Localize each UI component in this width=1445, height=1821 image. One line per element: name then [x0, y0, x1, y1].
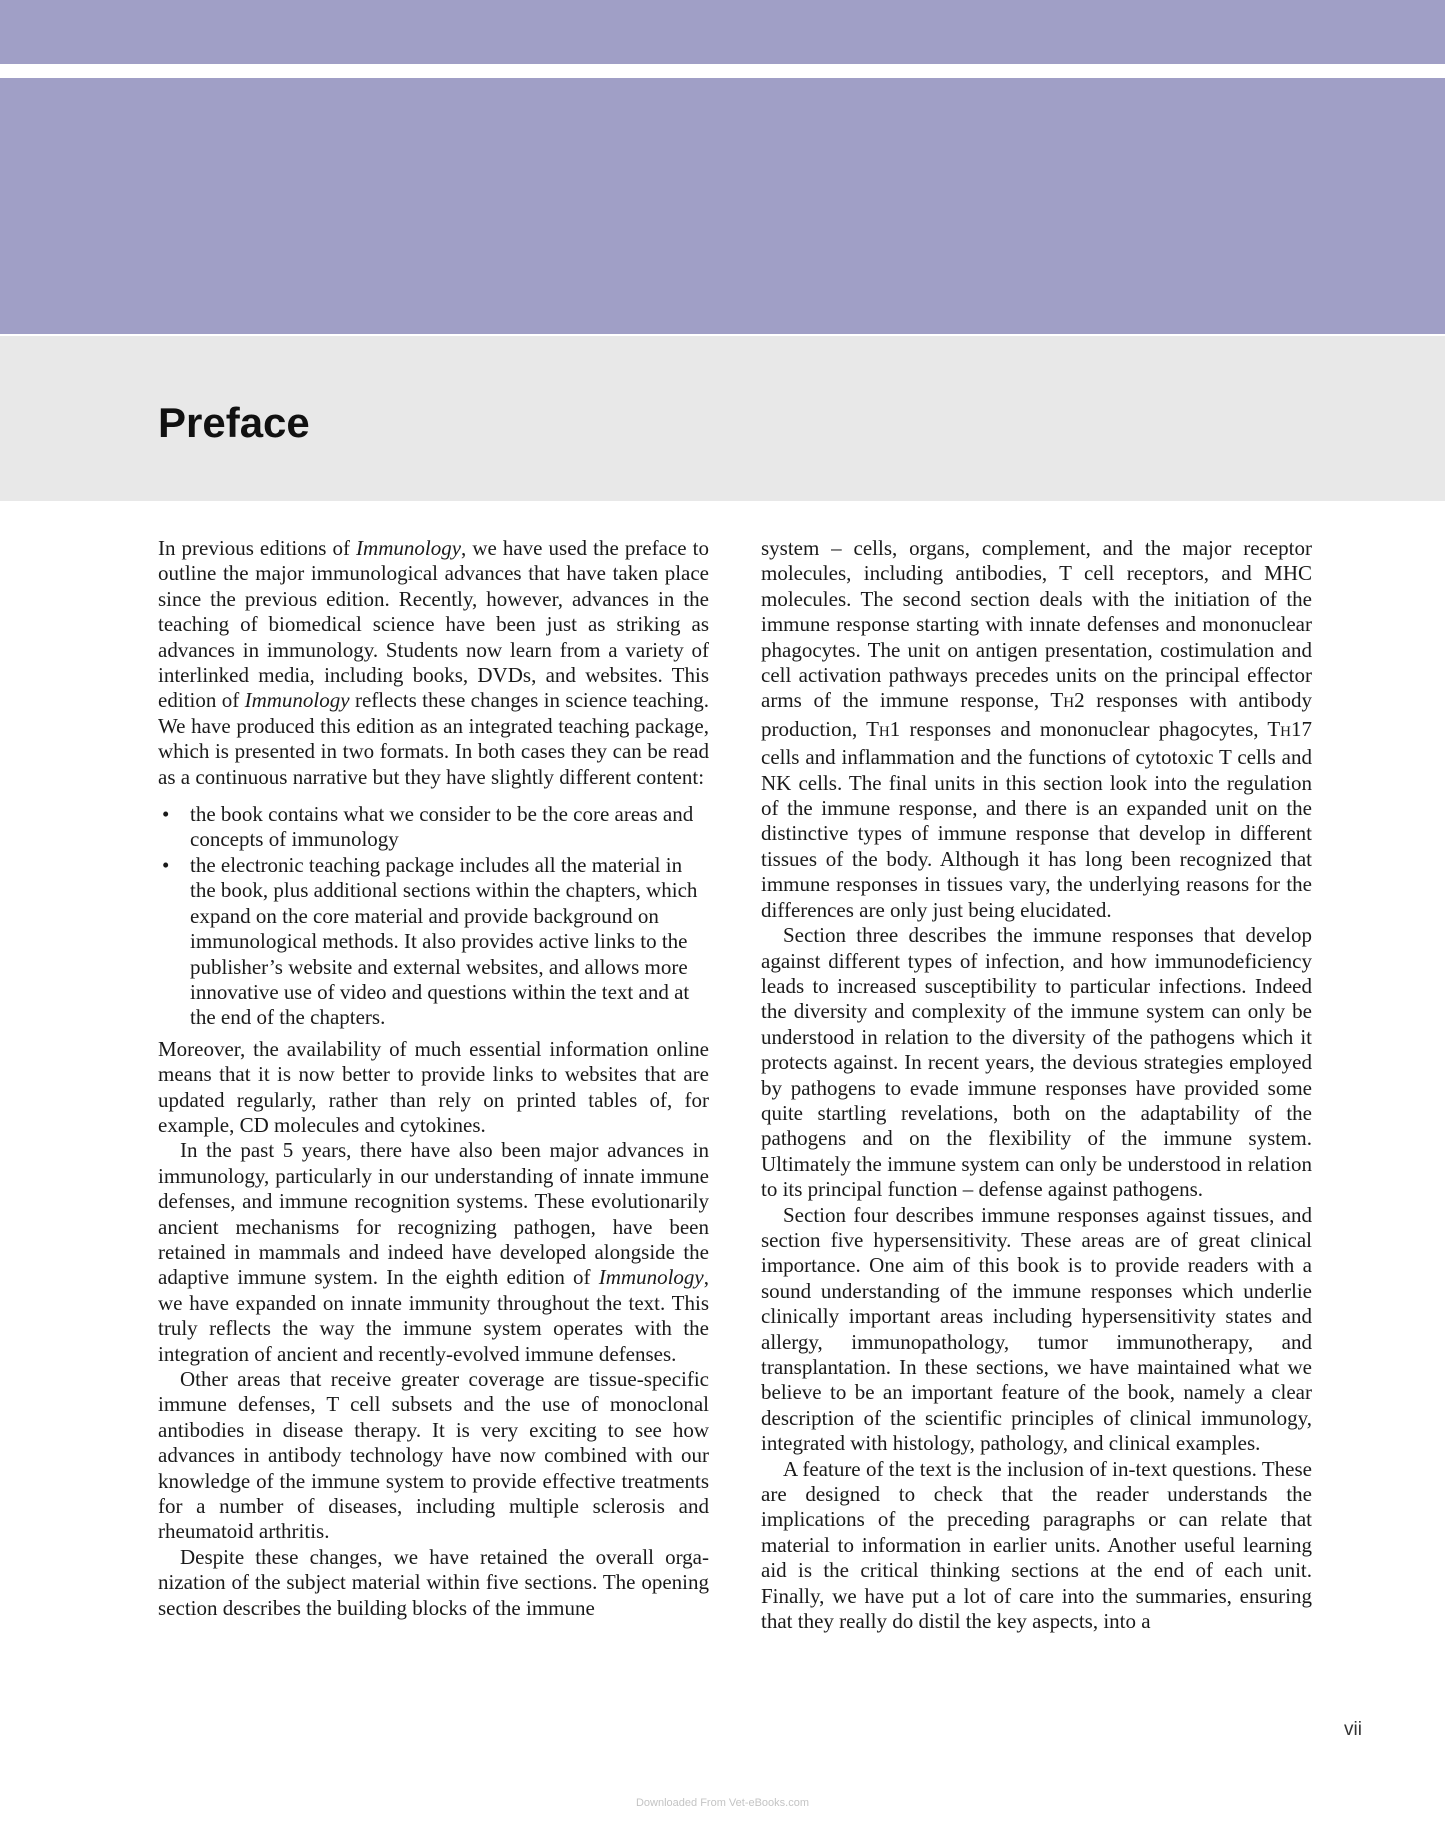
- right-column: [761, 536, 1312, 1634]
- small-caps-text: H: [1280, 723, 1292, 740]
- small-caps-text: H: [878, 723, 890, 740]
- paragraph: Section three describes the immune responses that develop against different types of infection, and how immunodeficiency leads to increased susceptibility to particular infections. Indeed the diversity and complexity of the immune system can only be understood in relation to the diversity of the pathogens which it protects against. In recent years, the devious strategies employed by pathogens to evade immune responses have provided some quite startling revelations, both on the adaptability of the pathogens and on the flexibility of the immune system. Ultimately the immune system can only be understood in relation to its principal function – defense against pathogens.: [761, 923, 1312, 1202]
- paragraph: In previous editions of Immunology, we have used the preface to outline the major immunological advances that have taken place since the previous edition. Recently, however, advances in the teaching of biomedical science have been just as striking as advances in immunology. Students now learn from a variety of interlinked media, including books, DVDs, and websites. This edition of Immunology reflects these changes in science teaching. We have produced this edition as an integrated teaching package, which is presented in two formats. In both cases they can be read as a continuous narrative but they have slightly different content:: [158, 536, 709, 789]
- list-item-text: the book contains what we consider to be the core areas and concepts of immunology: [190, 802, 694, 852]
- left-column: [158, 536, 709, 1621]
- italic-text: Immunology: [356, 536, 462, 560]
- bullet-icon: •: [162, 802, 170, 827]
- header-band-top: [0, 0, 1445, 64]
- list-item: [158, 853, 709, 1031]
- footer-watermark: Downloaded From Vet-eBooks.com: [635, 1797, 810, 1809]
- paragraph: Section four describes immune responses against tissues, and section five hypersensitivity. These areas are of great clinical importance. One aim of this book is to provide readers with a sound understanding of the immune responses which underlie clinically important areas including hypersensitivity states and allergy, immunopathology, tumor immunotherapy, and transplantation. In these sections, we have maintained what we believe to be an important feature of the book, namely a clear description of the scientific principles of clinical immunology, integrated with histology, pathology, and clinical examples.: [761, 1202, 1312, 1456]
- header-band-main: [0, 78, 1445, 334]
- page-number: vii: [1344, 1719, 1362, 1740]
- list-item: [158, 802, 709, 853]
- small-caps-text: H: [1063, 695, 1075, 712]
- paragraph: Despite these changes, we have retained the overall organization of the subject material within five sections. The opening section describes the building blocks of the immune: [158, 1544, 709, 1620]
- paragraph: A feature of the text is the inclusion of in-text questions. These are designed to check that the reader understands the implications of the preceding paragraphs or can relate that material to information in earlier units. Another useful learning aid is the critical thinking sections at the end of each unit. Finally, we have put a lot of care into the summaries, ensuring that they really do distil the key aspects, into a: [761, 1456, 1312, 1634]
- paragraph: In the past 5 years, there have also been major advances in immunology, particularly in our understanding of innate immune defenses, and immune recognition systems. These evolutionarily ancient mechanisms for recognizing pathogen, have been retained in mammals and indeed have developed alongside the adaptive immune system. In the eighth edition of Immunology, we have expanded on innate immunity throughout the text. This truly reflects the way the immune system operates with the integration of ancient and recently-evolved immune defenses.: [158, 1138, 709, 1366]
- bullet-list: [158, 802, 709, 1031]
- paragraph: Moreover, the availability of much essential information online means that it is now better to provide links to websites that are updated regularly, rather than rely on printed tables of, for example, CD molecules and cytokines.: [158, 1036, 709, 1137]
- paragraph: Other areas that receive greater coverage are tissue-specific immune defenses, T cell subsets and the use of monoclonal antibodies in disease therapy. It is very exciting to see how advances in antibody technology have now combined with our knowledge of the immune system to provide effective treatments for a number of diseases, including multiple sclerosis and rheumatoid arthritis.: [158, 1367, 709, 1544]
- italic-text: Immunology: [598, 1265, 704, 1290]
- list-item-text: the electronic teaching package includes all the material in the book, plus additional sections within the chapters, which expand on the core material and provide background on immunological methods. It also provides active links to the publisher’s website and external websites, and allows more innovative use of video and questions within the text and at the end of the chapters.: [190, 852, 698, 1030]
- italic-text: Immunology: [244, 688, 350, 713]
- bullet-icon: •: [162, 852, 170, 877]
- paragraph: system – cells, organs, complement, and the major receptor molecules, including antibodies, T cell receptors, and MHC molecules. The second section deals with the initiation of the immune response starting with innate defenses and mononuclear phagocytes. The unit on antigen presentation, costimulation and cell activation pathways precedes units on the principal effector arms of the immune response, TH2 responses with antibody production, TH1 responses and mononuclear phagocytes, TH17 cells and inflammation and the functions of cytotoxic T cells and NK cells. The final units in this section look into the regulation of the immune response, and there is an expanded unit on the distinctive types of immune response that develop in different tissues of the body. Although it has long been recognized that immune responses in tissues vary, the underlying reasons for the differences are only just being elucidated.: [761, 536, 1313, 922]
- page-title: Preface: [158, 399, 310, 446]
